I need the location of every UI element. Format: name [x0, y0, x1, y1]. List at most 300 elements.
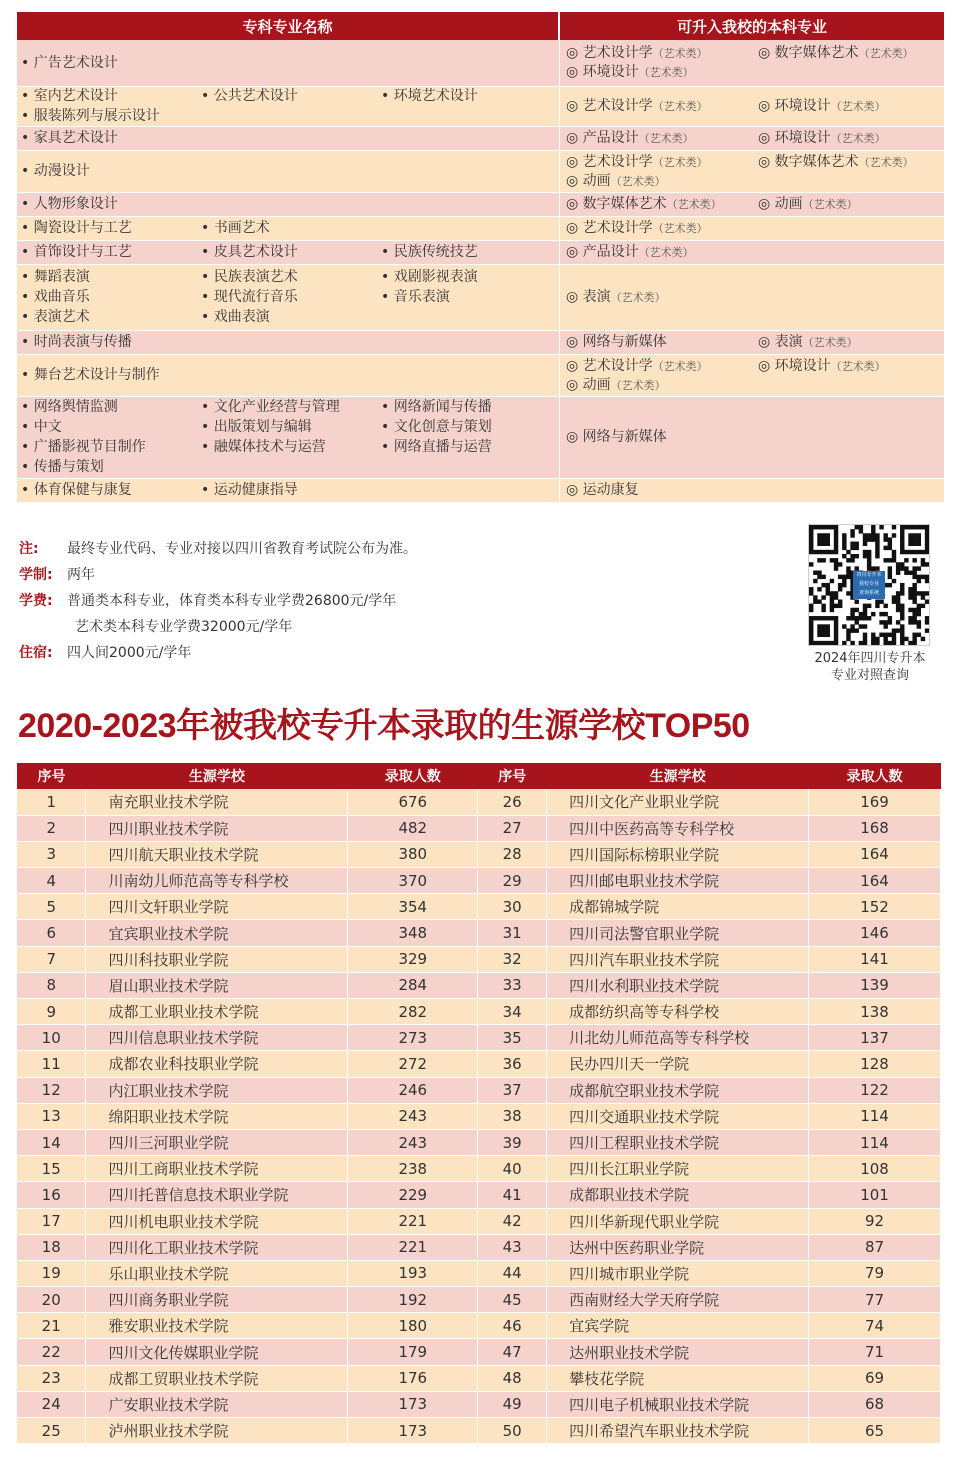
vocational-major: • 体育保健与康复 [21, 481, 201, 500]
qr-module [900, 641, 904, 645]
dorm-label: 住宿: [19, 645, 53, 661]
vocational-major: • 皮具艺术设计 [201, 243, 381, 262]
qr-module [809, 624, 813, 628]
bachelor-major-type: （艺术类） [652, 222, 708, 235]
qr-module [904, 525, 908, 529]
qr-module [892, 641, 896, 645]
qr-module [925, 537, 929, 541]
cell-school-a: 乐山职业技术学院 [86, 1260, 348, 1286]
header-vocational-major: 专科专业名称 [17, 12, 560, 40]
major-row [17, 193, 944, 217]
cell-school-a: 宜宾职业技术学院 [86, 920, 348, 946]
qr-module [900, 633, 904, 637]
qr-module [917, 537, 921, 541]
qr-module [867, 562, 871, 566]
qr-module [917, 533, 921, 537]
cell-count-a: 282 [348, 999, 478, 1025]
vocational-majors-cell [17, 241, 560, 264]
qr-module [813, 641, 817, 645]
bachelor-majors-list [566, 243, 950, 262]
bachelor-major-type: （艺术类） [802, 336, 858, 349]
bachelor-major-type: （艺术类） [858, 47, 914, 60]
cell-school-b: 川北幼儿师范高等专科学校 [547, 1025, 809, 1051]
cell-rank-b: 40 [478, 1156, 547, 1182]
cell-school-a: 四川航天职业技术学院 [86, 841, 348, 867]
qr-module [809, 633, 813, 637]
vocational-major: • 人物形象设计 [21, 195, 201, 214]
qr-module [850, 641, 854, 645]
cell-school-a: 内江职业技术学院 [86, 1077, 348, 1103]
qr-module [917, 591, 921, 595]
cell-count-a: 243 [348, 1129, 478, 1155]
cell-count-a: 272 [348, 1051, 478, 1077]
qr-caption [790, 650, 950, 684]
qr-module [826, 587, 830, 591]
top50-schools-table [17, 763, 941, 1444]
qr-module [892, 525, 896, 529]
vocational-major: • 广播影视节目制作 [21, 438, 201, 457]
qr-module [863, 533, 867, 537]
bachelor-major-type: （艺术类） [610, 378, 666, 392]
qr-module [912, 599, 916, 603]
qr-module [921, 575, 925, 579]
qr-module [912, 550, 916, 554]
qr-module [900, 566, 904, 570]
qr-module [883, 637, 887, 641]
school-row [17, 1208, 941, 1234]
qr-module [809, 542, 813, 546]
qr-module [912, 620, 916, 624]
col-school-b: 生源学校 [547, 763, 809, 789]
qr-module [838, 604, 842, 608]
cell-rank-b: 30 [478, 894, 547, 920]
qr-module [821, 628, 825, 632]
bachelor-major-type: （艺术类） [652, 47, 708, 60]
qr-module [900, 624, 904, 628]
bachelor-major [566, 219, 758, 238]
bachelor-major-name: 艺术设计学 [582, 45, 653, 61]
cell-school-a: 泸州职业技术学院 [86, 1418, 348, 1444]
qr-module [842, 542, 846, 546]
qr-module [908, 587, 912, 591]
qr-module [875, 641, 879, 645]
qr-module [826, 624, 830, 628]
vocational-majors-cell [17, 331, 560, 354]
qr-module [838, 583, 842, 587]
bachelor-major-name: 环境设计 [774, 357, 831, 374]
qr-module [917, 608, 921, 612]
qr-module [846, 550, 850, 554]
qr-module [842, 554, 846, 558]
major-row [17, 479, 944, 503]
cell-school-a: 四川职业技术学院 [86, 815, 348, 841]
vocational-major: • 动漫设计 [21, 162, 201, 181]
bachelor-major-name: 表演 [774, 334, 803, 350]
qr-module [871, 641, 875, 645]
page-title: 2020-2023年被我校专升本录取的生源学校TOP50 [18, 707, 750, 745]
qr-module [834, 637, 838, 641]
cell-count-b: 114 [809, 1103, 941, 1129]
vocational-major: • 表演艺术 [21, 308, 201, 327]
bachelor-major [566, 243, 758, 262]
bachelor-major-name: 动画 [582, 376, 611, 393]
cell-count-a: 180 [348, 1313, 478, 1339]
qr-module [908, 550, 912, 554]
qr-module [921, 562, 925, 566]
cell-school-b: 宜宾学院 [547, 1313, 809, 1339]
bachelor-majors-list [566, 153, 950, 191]
qr-code[interactable] [808, 524, 930, 646]
qr-module [826, 533, 830, 537]
bachelor-majors-list [566, 357, 950, 395]
vocational-majors-cell [17, 355, 560, 396]
qr-module [863, 608, 867, 612]
qr-module [871, 633, 875, 637]
cell-rank-a: 24 [17, 1391, 86, 1417]
bachelor-major-name: 数字媒体艺术 [582, 196, 667, 212]
qr-module [821, 542, 825, 546]
col-count-a: 录取人数 [348, 763, 478, 789]
qr-module [892, 595, 896, 599]
cell-count-b: 141 [809, 946, 941, 972]
qr-module [875, 550, 879, 554]
qr-module [834, 533, 838, 537]
cell-count-b: 77 [809, 1287, 941, 1313]
cell-rank-a: 7 [17, 946, 86, 972]
qr-module [863, 616, 867, 620]
qr-module [875, 533, 879, 537]
cell-count-a: 273 [348, 1025, 478, 1051]
qr-module [912, 566, 916, 570]
cell-rank-b: 39 [478, 1129, 547, 1155]
qr-module [875, 554, 879, 558]
cell-count-a: 221 [348, 1234, 478, 1260]
qr-module [912, 583, 916, 587]
cell-rank-b: 27 [478, 815, 547, 841]
cell-school-b: 成都纺织高等专科学校 [547, 999, 809, 1025]
qr-module [900, 608, 904, 612]
bachelor-major-name: 表演 [582, 289, 611, 305]
vocational-majors-cell [17, 40, 560, 86]
qr-module [900, 637, 904, 641]
cell-count-b: 114 [809, 1129, 941, 1155]
qr-module [908, 537, 912, 541]
school-row [17, 1418, 941, 1444]
qr-module [925, 591, 929, 595]
qr-module [846, 628, 850, 632]
vocational-majors-cell [17, 151, 560, 192]
bachelor-majors-list [566, 481, 950, 500]
qr-module [925, 550, 929, 554]
qr-module [855, 525, 859, 529]
qr-module [855, 546, 859, 550]
qr-module [925, 628, 929, 632]
qr-module [917, 604, 921, 608]
school-row [17, 815, 941, 841]
cell-school-b: 四川汽车职业技术学院 [547, 946, 809, 972]
qr-module [925, 529, 929, 533]
cell-school-a: 雅安职业技术学院 [86, 1313, 348, 1339]
qr-module [809, 591, 813, 595]
cell-rank-a: 15 [17, 1156, 86, 1182]
qr-module [838, 587, 842, 591]
cell-count-b: 164 [809, 868, 941, 894]
qr-module [834, 620, 838, 624]
school-row [17, 1391, 941, 1417]
cell-count-b: 146 [809, 920, 941, 946]
cell-school-a: 成都农业科技职业学院 [86, 1051, 348, 1077]
qr-module [817, 641, 821, 645]
cell-count-b: 65 [809, 1418, 941, 1444]
top50-body [17, 789, 941, 1444]
major-row [17, 151, 944, 193]
bachelor-majors-cell [560, 87, 950, 126]
cell-count-b: 68 [809, 1391, 941, 1417]
bachelor-major [566, 195, 758, 214]
qr-module [908, 571, 912, 575]
qr-module [834, 595, 838, 599]
qr-module [921, 558, 925, 562]
vocational-majors-list [21, 219, 561, 238]
bachelor-major-name: 环境设计 [774, 130, 831, 146]
cell-rank-a: 6 [17, 920, 86, 946]
qr-module [821, 595, 825, 599]
cell-count-a: 229 [348, 1182, 478, 1208]
qr-module [809, 604, 813, 608]
qr-module [817, 537, 821, 541]
cell-count-a: 482 [348, 815, 478, 841]
cell-school-a: 四川信息职业技术学院 [86, 1025, 348, 1051]
qr-module [912, 525, 916, 529]
bachelor-majors-cell [560, 265, 950, 330]
cell-rank-a: 8 [17, 972, 86, 998]
qr-module [855, 599, 859, 603]
qr-module [871, 612, 875, 616]
qr-module [888, 546, 892, 550]
cell-rank-a: 21 [17, 1313, 86, 1339]
bachelor-major [566, 428, 758, 447]
bachelor-major [566, 63, 758, 82]
qr-module [809, 562, 813, 566]
qr-module [892, 558, 896, 562]
qr-module [813, 599, 817, 603]
qr-module [900, 587, 904, 591]
cell-count-b: 69 [809, 1365, 941, 1391]
bachelor-majors-list [566, 129, 950, 148]
qr-module [821, 525, 825, 529]
qr-module [859, 624, 863, 628]
qr-module [809, 529, 813, 533]
cell-count-b: 128 [809, 1051, 941, 1077]
vocational-major: • 陶瓷设计与工艺 [21, 219, 201, 238]
qr-module [850, 546, 854, 550]
vocational-major: • 网络新闻与传播 [381, 398, 561, 417]
qr-module [892, 554, 896, 558]
cell-rank-a: 14 [17, 1129, 86, 1155]
cell-rank-a: 13 [17, 1103, 86, 1129]
cell-school-b: 四川交通职业技术学院 [547, 1103, 809, 1129]
school-row [17, 1129, 941, 1155]
cell-count-a: 238 [348, 1156, 478, 1182]
bachelor-major-type: （艺术类） [830, 100, 886, 113]
qr-module [912, 608, 916, 612]
qr-module [900, 550, 904, 554]
qr-module [855, 554, 859, 558]
bachelor-major [758, 44, 950, 63]
qr-module [912, 571, 916, 575]
school-row [17, 1234, 941, 1260]
bachelor-major [566, 376, 758, 395]
qr-module [826, 542, 830, 546]
qr-module [888, 616, 892, 620]
qr-module [855, 608, 859, 612]
qr-module [892, 628, 896, 632]
bachelor-major-type: （艺术类） [638, 66, 694, 79]
cell-count-a: 354 [348, 894, 478, 920]
qr-module [821, 583, 825, 587]
qr-module [826, 641, 830, 645]
cell-school-b: 民办四川天一学院 [547, 1051, 809, 1077]
bachelor-major [566, 129, 758, 148]
qr-module [921, 525, 925, 529]
vocational-major: • 环境艺术设计 [381, 87, 561, 106]
qr-module [912, 542, 916, 546]
qr-module [892, 550, 896, 554]
qr-module [821, 604, 825, 608]
school-row [17, 1103, 941, 1129]
qr-module [859, 612, 863, 616]
notes-section [19, 536, 417, 666]
major-row [17, 127, 944, 151]
qr-module [896, 620, 900, 624]
qr-module [855, 616, 859, 620]
qr-module [875, 599, 879, 603]
qr-module [900, 537, 904, 541]
qr-module [850, 533, 854, 537]
qr-module [842, 546, 846, 550]
cell-rank-b: 49 [478, 1391, 547, 1417]
qr-module [813, 616, 817, 620]
bachelor-major-name: 动画 [774, 196, 803, 212]
vocational-majors-cell [17, 479, 560, 502]
col-rank-b: 序号 [478, 763, 547, 789]
cell-rank-b: 42 [478, 1208, 547, 1234]
qr-module [834, 542, 838, 546]
qr-module [900, 616, 904, 620]
qr-module [817, 575, 821, 579]
cell-school-a: 成都工贸职业技术学院 [86, 1365, 348, 1391]
qr-module [875, 542, 879, 546]
qr-module [925, 616, 929, 620]
qr-module [830, 616, 834, 620]
cell-rank-b: 36 [478, 1051, 547, 1077]
vocational-majors-list [21, 366, 561, 385]
qr-module [830, 579, 834, 583]
cell-rank-b: 47 [478, 1339, 547, 1365]
qr-module [846, 566, 850, 570]
qr-module [834, 546, 838, 550]
qr-module [892, 579, 896, 583]
vocational-major: • 音乐表演 [381, 288, 561, 307]
vocational-major: • 文化产业经营与管理 [201, 398, 381, 417]
cell-school-b: 成都职业技术学院 [547, 1182, 809, 1208]
vocational-major: • 首饰设计与工艺 [21, 243, 201, 262]
qr-module [826, 550, 830, 554]
cell-school-b: 西南财经大学天府学院 [547, 1287, 809, 1313]
qr-module [817, 628, 821, 632]
vocational-majors-list [21, 243, 561, 262]
qr-module [871, 525, 875, 529]
qr-module [888, 575, 892, 579]
qr-module [871, 533, 875, 537]
qr-module [867, 554, 871, 558]
bachelor-major-name: 产品设计 [582, 130, 639, 146]
major-row [17, 87, 944, 127]
bachelor-majors-list [566, 97, 950, 116]
cell-school-b: 四川希望汽车职业技术学院 [547, 1418, 809, 1444]
qr-module [842, 583, 846, 587]
qr-module [871, 537, 875, 541]
qr-module [863, 624, 867, 628]
qr-module [908, 595, 912, 599]
qr-module [908, 542, 912, 546]
qr-module [896, 591, 900, 595]
bachelor-major [566, 357, 758, 376]
qr-module [838, 562, 842, 566]
qr-module [896, 562, 900, 566]
cell-count-a: 284 [348, 972, 478, 998]
qr-module [883, 537, 887, 541]
qr-module [921, 604, 925, 608]
cell-school-a: 广安职业技术学院 [86, 1391, 348, 1417]
cell-rank-b: 37 [478, 1077, 547, 1103]
qr-module [925, 620, 929, 624]
fee-text-2: 艺术类本科专业学费32000元/学年 [75, 619, 293, 635]
qr-module [875, 637, 879, 641]
major-row [17, 331, 944, 355]
qr-module [908, 533, 912, 537]
qr-module [813, 571, 817, 575]
major-row [17, 397, 944, 479]
qr-module [925, 542, 929, 546]
vocational-major: • 网络舆情监测 [21, 398, 201, 417]
cell-rank-a: 9 [17, 999, 86, 1025]
vocational-majors-cell [17, 127, 560, 150]
vocational-major: • 传播与策划 [21, 458, 201, 477]
bachelor-major-type: （艺术类） [638, 246, 694, 259]
bachelor-major [566, 153, 758, 172]
cell-count-b: 139 [809, 972, 941, 998]
qr-module [900, 546, 904, 550]
qr-module [896, 566, 900, 570]
qr-module [912, 558, 916, 562]
qr-module [817, 550, 821, 554]
qr-module [809, 533, 813, 537]
bachelor-majors-cell [560, 331, 950, 354]
qr-module [883, 633, 887, 637]
vocational-major: • 融媒体技术与运营 [201, 438, 381, 457]
qr-module [834, 562, 838, 566]
qr-module [888, 537, 892, 541]
cell-count-a: 173 [348, 1418, 478, 1444]
vocational-major: • 室内艺术设计 [21, 87, 201, 106]
qr-module [830, 558, 834, 562]
qr-module [900, 529, 904, 533]
qr-module [830, 550, 834, 554]
qr-module [850, 529, 854, 533]
qr-module [904, 550, 908, 554]
qr-module [888, 620, 892, 624]
